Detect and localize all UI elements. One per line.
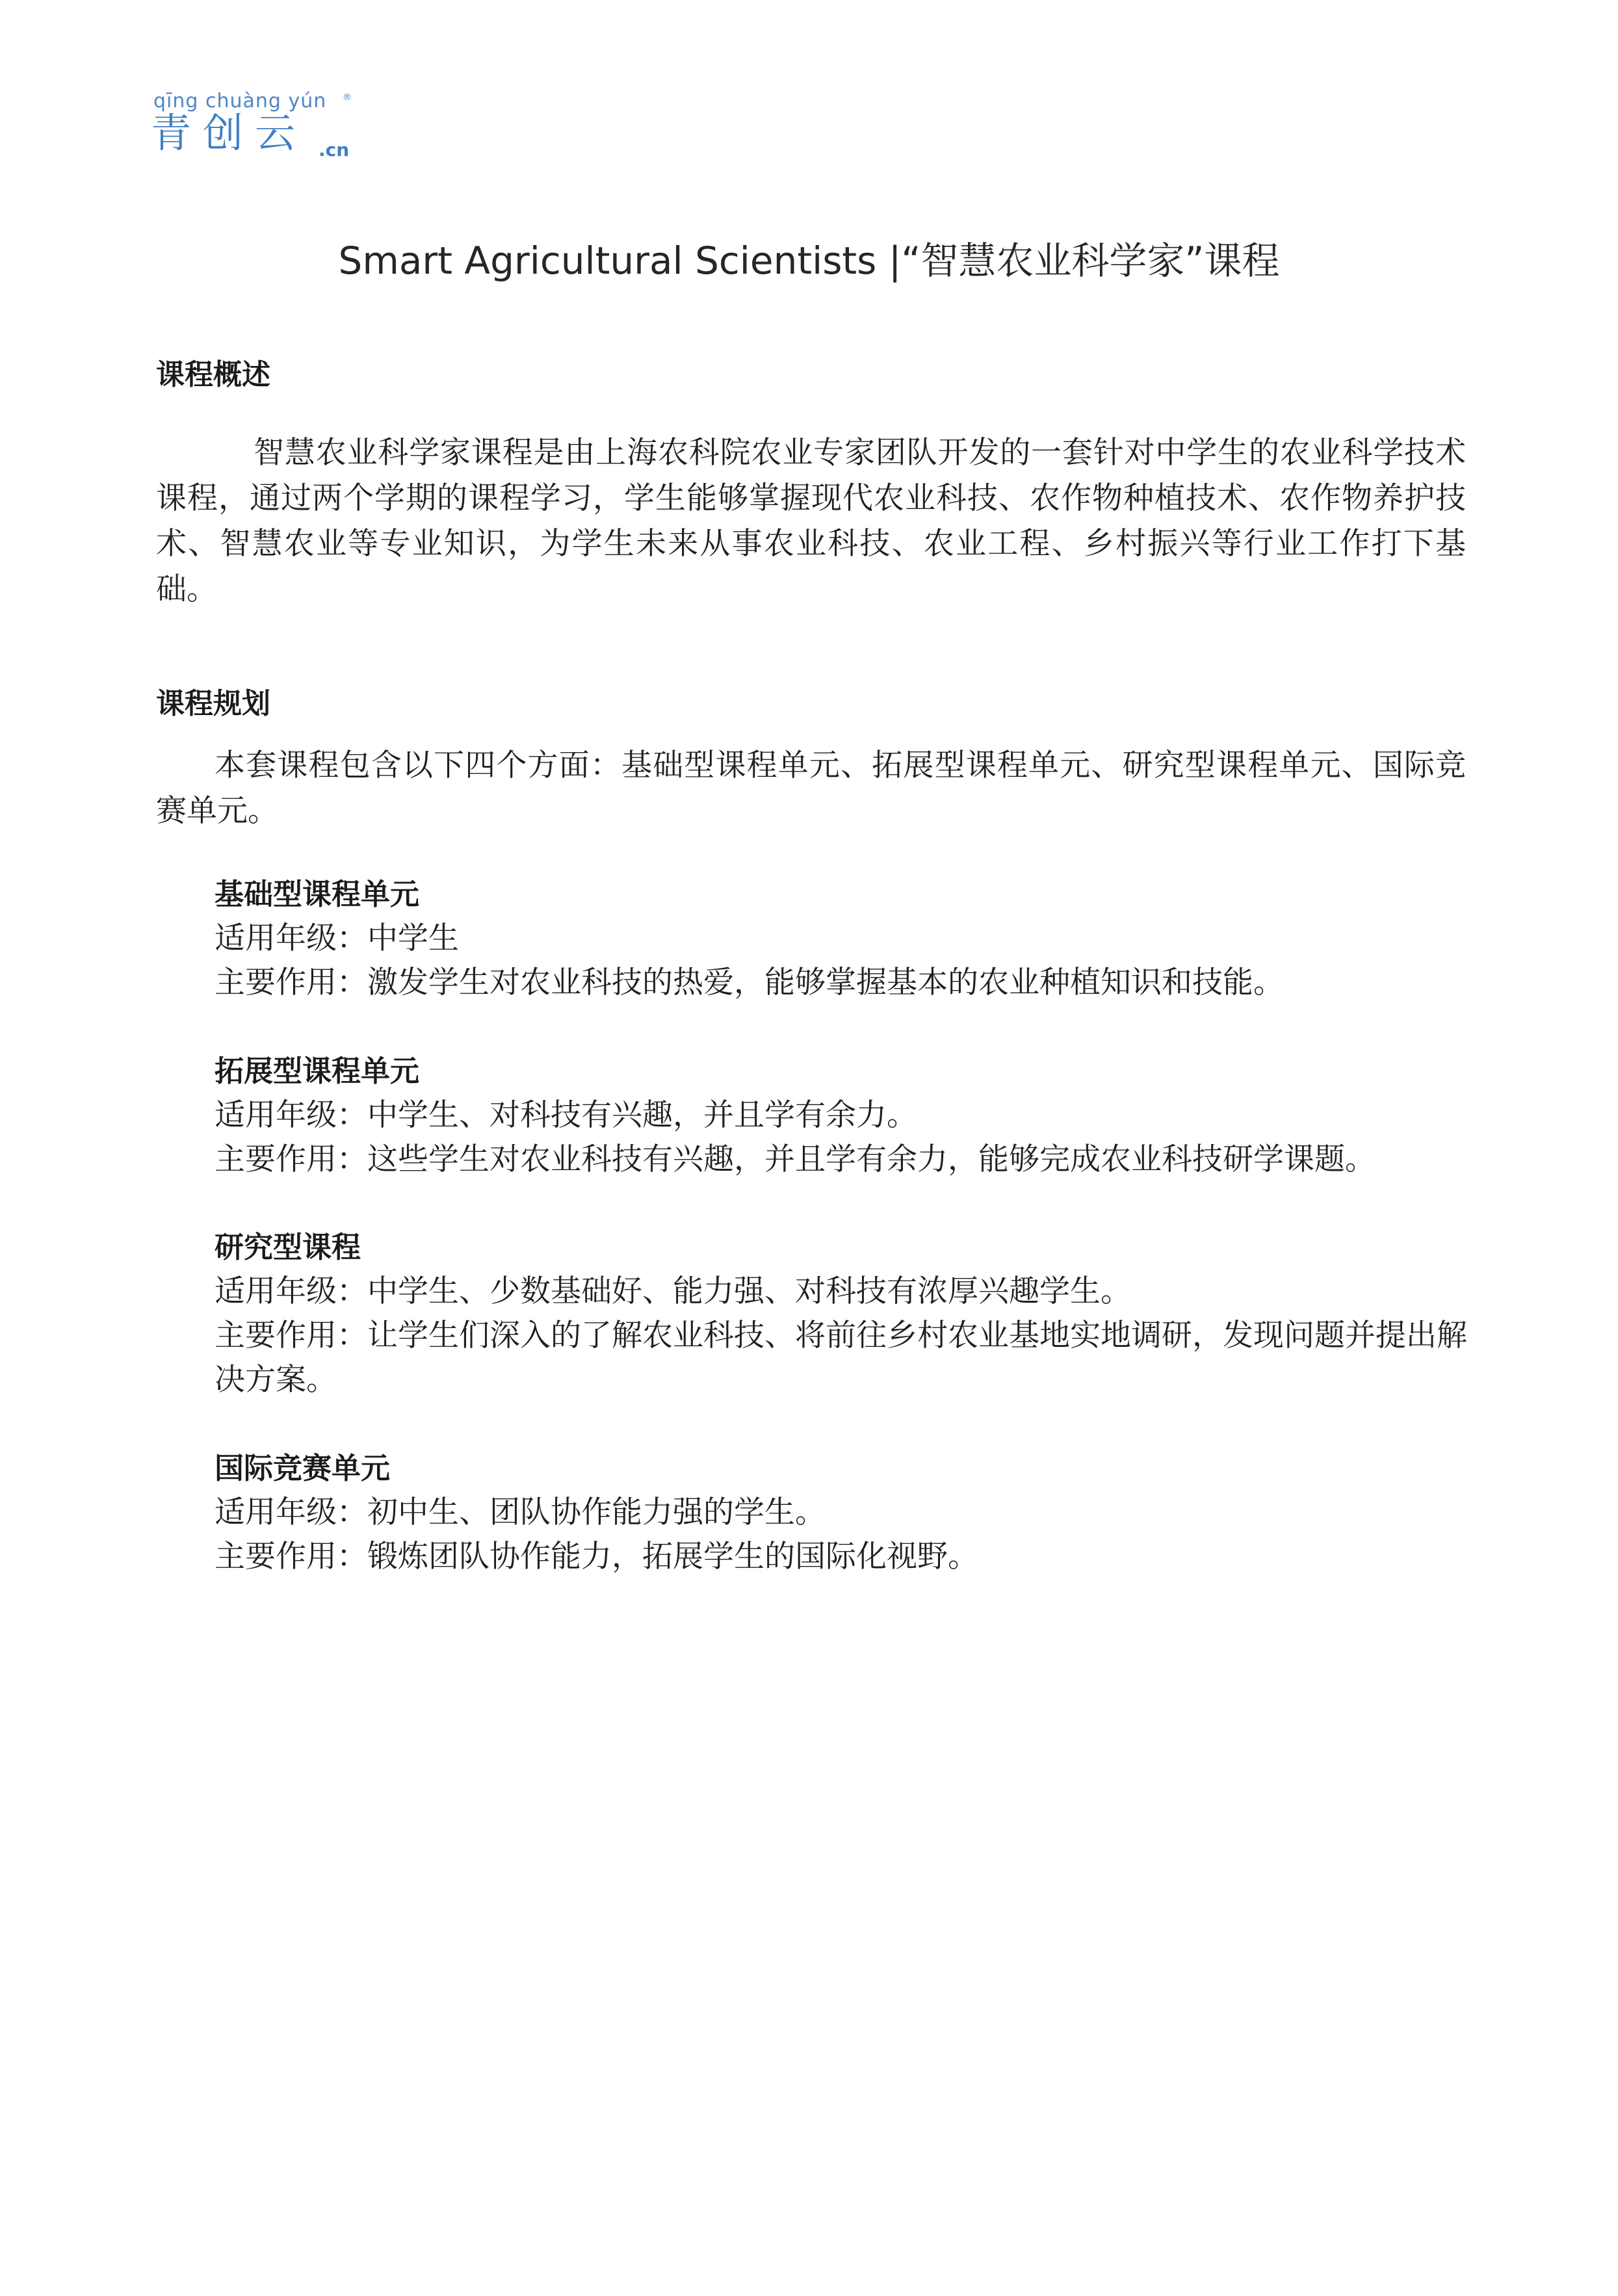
logo-chinese: 青创云 <box>151 109 307 157</box>
unit-grade: 适用年级：中学生、少数基础好、能力强、对科技有浓厚兴趣学生。 <box>215 1273 1131 1309</box>
logo-registered-mark: ® <box>343 92 352 103</box>
unit-role: 主要作用：锻炼团队协作能力，拓展学生的国际化视野。 <box>215 1539 978 1574</box>
unit-title: 基础型课程单元 <box>215 877 420 911</box>
unit-role: 主要作用：让学生们深入的了解农业科技、将前往乡村农业基地实地调研，发现问题并提出解决方案。 <box>215 1318 1467 1398</box>
unit-grade: 适用年级：中学生、对科技有兴趣，并且学有余力。 <box>215 1097 917 1133</box>
logo-pinyin: qīng chuàng yún <box>153 90 327 112</box>
logo-suffix: .cn <box>319 139 350 161</box>
unit-title: 拓展型课程单元 <box>215 1054 420 1088</box>
unit-role: 主要作用：激发学生对农业科技的热爱，能够掌握基本的农业种植知识和技能。 <box>215 965 1284 1000</box>
unit-competition <box>215 1446 1469 1579</box>
logo <box>153 90 368 161</box>
page-title: Smart Agricultural Scientists |“智慧农业科学家”课程 <box>338 239 1280 283</box>
unit-grade: 适用年级：初中生、团队协作能力强的学生。 <box>215 1494 826 1530</box>
unit-role: 主要作用：这些学生对农业科技有兴趣，并且学有余力，能够完成农业科技研学课题。 <box>215 1141 1376 1177</box>
unit-basic <box>215 872 1469 1005</box>
planning-heading: 课程规划 <box>156 687 270 720</box>
unit-title: 国际竞赛单元 <box>215 1451 391 1485</box>
overview-heading: 课程概述 <box>156 358 270 391</box>
unit-research <box>215 1225 1469 1402</box>
unit-grade: 适用年级：中学生 <box>215 920 459 956</box>
unit-title: 研究型课程 <box>215 1230 361 1264</box>
overview-paragraph: 智慧农业科学家课程是由上海农科院农业专家团队开发的一套针对中学生的农业科学技术课程，通过两个学期的课程学习，学生能够掌握现代农业科技、农作物种植技术、农作物养护技术、智慧农业等专业知识，为学生未来从事农业科技、农业工程、乡村振兴等行业工作打下基础。 <box>156 435 1466 607</box>
planning-paragraph: 本套课程包含以下四个方面：基础型课程单元、拓展型课程单元、研究型课程单元、国际竞赛单元。 <box>156 748 1466 829</box>
unit-extended <box>215 1049 1469 1182</box>
